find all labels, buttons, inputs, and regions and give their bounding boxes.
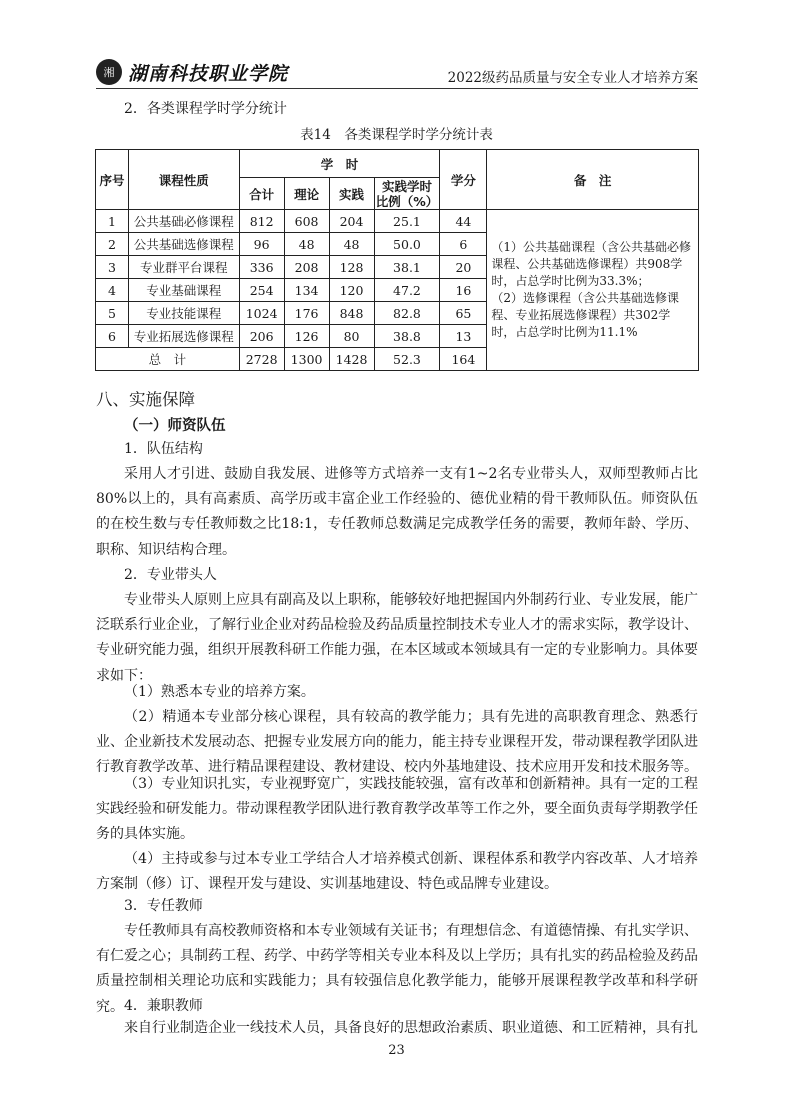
s2-item-4: （4）主持或参与过本专业工学结合人才培养模式创新、课程体系和教学内容改革、人才培养方案制（修）订、课程开发与建设、实训基地建设、特色或品牌专业建设。 (96, 851, 698, 893)
cell: 126 (284, 325, 329, 348)
cell: 254 (239, 279, 284, 302)
s1-paragraph: 采用人才引进、鼓励自我发展、进修等方式培养一支有1~2名专业带头人，双师型教师占比80%以上的，具有高素质、高学历或丰富企业工作经验的、德优业精的骨干教师队伍。师资队伍的在校生数与专任教师数之比18:1，专任教师总数满足完成教学任务的需要，教师年龄、学历、职称、知识结构合理。 (96, 466, 698, 558)
cell: 5 (96, 302, 129, 325)
cell: 1428 (329, 348, 374, 371)
s3-heading: 3．专任教师 (124, 898, 203, 914)
school-seal-icon: 湘 (96, 59, 122, 85)
s4-heading: 4．兼职教师 (124, 998, 203, 1014)
cell: 82.8 (374, 302, 440, 325)
cell: 2 (96, 233, 129, 256)
cell: 44 (440, 210, 487, 233)
chapter-heading: 八、实施保障 (96, 390, 195, 409)
table-note (487, 210, 699, 371)
page-number: 23 (388, 1043, 405, 1058)
document-title: 2022级药品质量与安全专业人才培养方案 (447, 70, 698, 86)
cell: 专业基础课程 (128, 279, 239, 302)
cell: 208 (284, 256, 329, 279)
header-total: 合计 (239, 178, 284, 210)
cell: 206 (239, 325, 284, 348)
cell: 38.1 (374, 256, 440, 279)
cell: 47.2 (374, 279, 440, 302)
cell: 总 计 (96, 348, 240, 371)
cell: 公共基础必修课程 (128, 210, 239, 233)
cell: 812 (239, 210, 284, 233)
cell: 6 (440, 233, 487, 256)
cell: 4 (96, 279, 129, 302)
cell: 专业拓展选修课程 (128, 325, 239, 348)
s2-item-1: （1）熟悉本专业的培养方案。 (124, 684, 315, 700)
cell: 608 (284, 210, 329, 233)
header-hours: 学 时 (239, 150, 440, 178)
cell: 164 (440, 348, 487, 371)
cell: 50.0 (374, 233, 440, 256)
header-ratio: 实践学时 比例（%） (375, 178, 439, 209)
header-no: 序号 (96, 150, 129, 210)
cell: 25.1 (374, 210, 440, 233)
cell: 48 (284, 233, 329, 256)
cell: 1300 (284, 348, 329, 371)
cell: 134 (284, 279, 329, 302)
cell: 48 (329, 233, 374, 256)
course-hours-table (95, 149, 699, 371)
page-header (96, 58, 698, 89)
header-practice: 实践 (329, 178, 374, 210)
note-1: （1）公共基础课程（含公共基础必修课程、公共基础选修课程）共908学时，占总学时比例为33.3%； (491, 240, 692, 288)
table-caption: 表14 各类课程学时学分统计表 (300, 127, 493, 143)
cell: 13 (440, 325, 487, 348)
cell: 16 (440, 279, 487, 302)
cell: 848 (329, 302, 374, 325)
note-2: （2）选修课程（含公共基础选修课程、专业拓展选修课程）共302学时，占总学时比例为11.1% (491, 291, 680, 339)
cell: 120 (329, 279, 374, 302)
s3-paragraph: 专任教师具有高校教师资格和本专业领域有关证书；有理想信念、有道德情操、有扎实学识、有仁爱之心；具制药工程、药学、中药学等相关专业本科及以上学历；具有扎实的药品检验及药品质量控制相关理论功底和实践能力；具有较强信息化教学能力，能够开展课程教学改革和科学研究。 (96, 923, 698, 1015)
cell: 3 (96, 256, 129, 279)
cell: 专业群平台课程 (128, 256, 239, 279)
cell: 96 (239, 233, 284, 256)
school-name: 湖南科技职业学院 (128, 62, 289, 85)
header-type: 课程性质 (128, 150, 239, 210)
cell: 1024 (239, 302, 284, 325)
header-credit: 学分 (440, 150, 487, 210)
cell: 176 (284, 302, 329, 325)
header-note: 备 注 (487, 150, 699, 210)
cell: 80 (329, 325, 374, 348)
table-row (96, 210, 699, 233)
s2-item-3: （3）专业知识扎实，专业视野宽广，实践技能较强，富有改革和创新精神。具有一定的工程实践经验和研发能力。带动课程教学团队进行教育教学改革等工作之外，要全面负责每学期教学任务的具体实施。 (96, 776, 698, 843)
s4-paragraph: 来自行业制造企业一线技术人员，具备良好的思想政治素质、职业道德、和工匠精神，具有扎 (124, 1020, 698, 1036)
s2-item-2: （2）精通本专业部分核心课程，具有较高的教学能力；具有先进的高职教育理念、熟悉行业、企业新技术发展动态、把握专业发展方向的能力，能主持专业课程开发，带动课程教学团队进行教育教学改革、进行精品课程建设、教材建设、校内外基地建设、技术应用开发和技术服务等。 (96, 709, 698, 776)
cell: 128 (329, 256, 374, 279)
s1-heading: 1．队伍结构 (124, 441, 203, 457)
cell: 6 (96, 325, 129, 348)
cell: 1 (96, 210, 129, 233)
cell: 专业技能课程 (128, 302, 239, 325)
header-theory: 理论 (284, 178, 329, 210)
cell: 336 (239, 256, 284, 279)
cell: 20 (440, 256, 487, 279)
school-logo (96, 58, 288, 86)
cell: 38.8 (374, 325, 440, 348)
s2-heading: 2．专业带头人 (124, 567, 217, 583)
subsection-heading: （一）师资队伍 (124, 418, 226, 434)
cell: 52.3 (374, 348, 440, 371)
section-heading: 2．各类课程学时学分统计 (124, 101, 287, 117)
cell: 2728 (239, 348, 284, 371)
cell: 公共基础选修课程 (128, 233, 239, 256)
s2-paragraph: 专业带头人原则上应具有副高及以上职称，能够较好地把握国内外制药行业、专业发展，能广泛联系行业企业，了解行业企业对药品检验及药品质量控制技术专业人才的需求实际，教学设计、专业研究能力强，组织开展教科研工作能力强，在本区域或本领域具有一定的专业影响力。具体要求如下： (96, 592, 698, 684)
cell: 204 (329, 210, 374, 233)
cell: 65 (440, 302, 487, 325)
